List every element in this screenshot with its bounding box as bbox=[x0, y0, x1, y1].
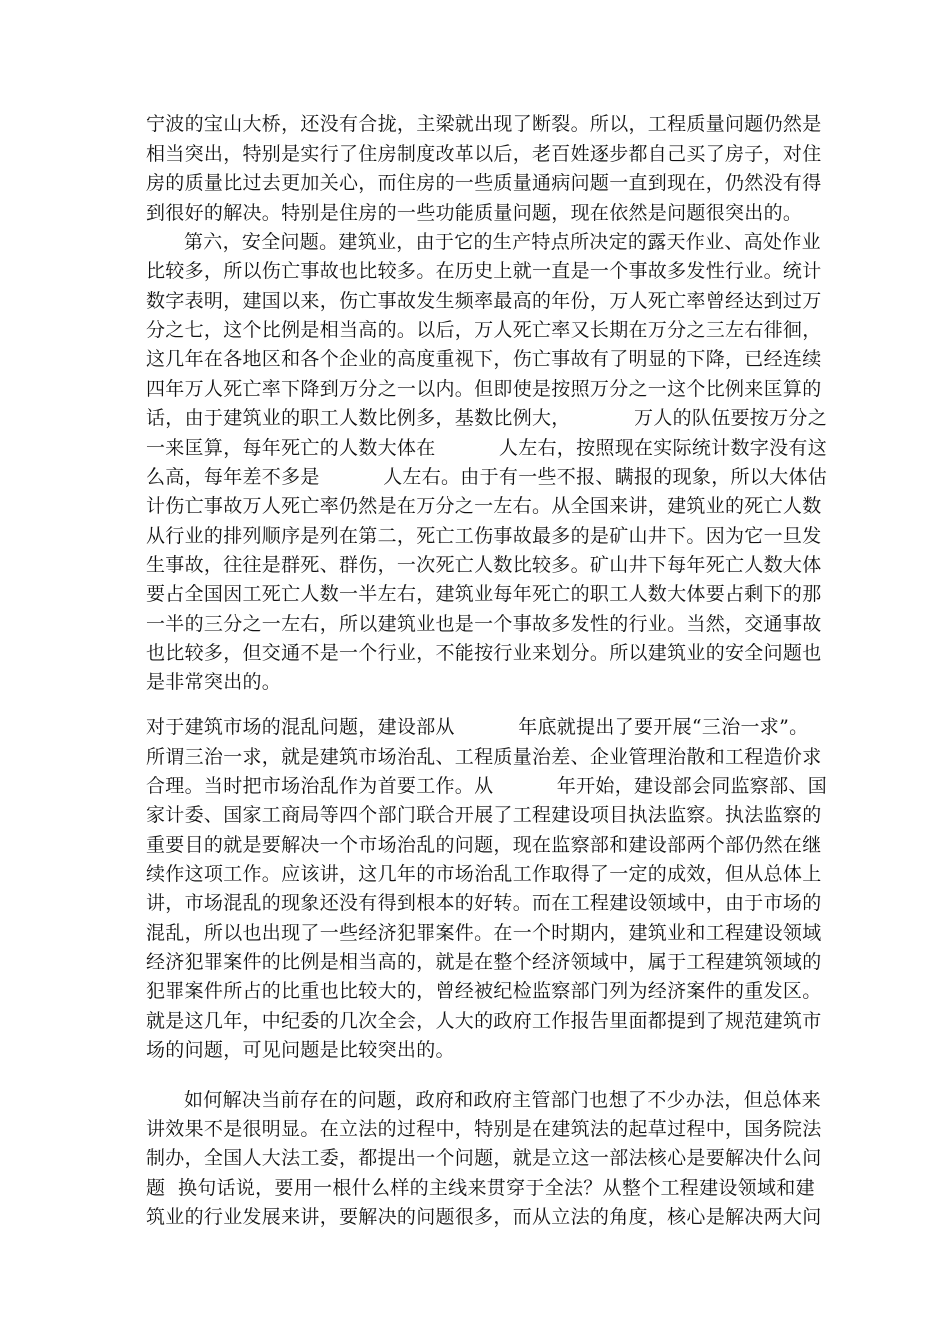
text-line: 房的质量比过去更加关心，而住房的一些质量通病问题一直到现在，仍然没有得 bbox=[146, 172, 822, 194]
text-line: 讲，市场混乱的现象还没有得到根本的好转。而在工程建设领域中，由于市场的 bbox=[146, 892, 822, 914]
text-line: 场的问题，可见问题是比较突出的。 bbox=[146, 1039, 455, 1061]
text-line: 经济犯罪案件的比例是相当高的，就是在整个经济领域中，属于工程建筑领域的 bbox=[146, 951, 822, 973]
text-line: 第六，安全问题。建筑业，由于它的生产特点所决定的露天作业、高处作业 bbox=[184, 231, 821, 253]
text-line: 数字表明，建国以来，伤亡事故发生频率最高的年份，万人死亡率曾经达到过万 bbox=[146, 290, 822, 312]
text-line: 从行业的排列顺序是列在第二，死亡工伤事故最多的是矿山井下。因为它一旦发 bbox=[146, 525, 822, 547]
text-line: 一来匡算，每年死亡的人数大体在 人左右，按照现在实际统计数字没有这 bbox=[146, 437, 827, 459]
text-line: 家计委、国家工商局等四个部门联合开展了工程建设项目执法监察。执法监察的 bbox=[146, 804, 822, 826]
text-line: 一半的三分之一左右，所以建筑业也是一个事故多发性的行业。当然，交通事故 bbox=[146, 613, 822, 635]
text-line: 混乱，所以也出现了一些经济犯罪案件。在一个时期内，建筑业和工程建设领域 bbox=[146, 922, 822, 944]
text-line: 么高，每年差不多是 人左右。由于有一些不报、瞒报的现象，所以大体估 bbox=[146, 466, 827, 488]
text-line: 制办，全国人大法工委，都提出一个问题，就是立这一部法核心是要解决什么问 bbox=[146, 1147, 822, 1169]
text-line: 四年万人死亡率下降到万分之一以内。但即使是按照万分之一这个比例来匡算的 bbox=[146, 378, 822, 400]
text-line: 合理。当时把市场治乱作为首要工作。从 年开始，建设部会同监察部、国 bbox=[146, 775, 827, 797]
text-line: 这几年在各地区和各个企业的高度重视下，伤亡事故有了明显的下降，已经连续 bbox=[146, 348, 822, 370]
text-line: 话，由于建筑业的职工人数比例多，基数比例大， 万人的队伍要按万分之 bbox=[146, 407, 827, 429]
text-line: 也比较多，但交通不是一个行业，不能按行业来划分。所以建筑业的安全问题也 bbox=[146, 642, 822, 664]
text-line: 比较多，所以伤亡事故也比较多。在历史上就一直是一个事故多发性行业。统计 bbox=[146, 260, 822, 282]
text-line: 生事故，往往是群死、群伤，一次死亡人数比较多。矿山井下每年死亡人数大体 bbox=[146, 554, 822, 576]
text-line: 重要目的就是要解决一个市场治乱的问题，现在监察部和建设部两个部仍然在继 bbox=[146, 834, 822, 856]
text-line: 到很好的解决。特别是住房的一些功能质量问题，现在依然是问题很突出的。 bbox=[146, 202, 803, 224]
text-line: 计伤亡事故万人死亡率仍然是在万分之一左右。从全国来讲，建筑业的死亡人数 bbox=[146, 495, 822, 517]
text-line: 犯罪案件所占的比重也比较大的，曾经被纪检监察部门列为经济案件的重发区。 bbox=[146, 980, 822, 1002]
text-line: 对于建筑市场的混乱问题，建设部从 年底就提出了要开展“三治一求”。 bbox=[146, 716, 809, 738]
text-line: 讲效果不是很明显。在立法的过程中，特别是在建筑法的起草过程中，国务院法 bbox=[146, 1118, 822, 1140]
text-line: 宁波的宝山大桥，还没有合拢，主梁就出现了断裂。所以，工程质量问题仍然是 bbox=[146, 113, 822, 135]
text-line: 所谓三治一求，就是建筑市场治乱、工程质量治差、企业管理治散和工程造价求 bbox=[146, 746, 822, 768]
text-line: 是非常突出的。 bbox=[146, 671, 282, 693]
text-line: 筑业的行业发展来讲，要解决的问题很多，而从立法的角度，核心是解决两大问 bbox=[146, 1206, 822, 1228]
text-line: 续作这项工作。应该讲，这几年的市场治乱工作取得了一定的成效，但从总体上 bbox=[146, 863, 822, 885]
text-line: 题 换句话说，要用一根什么样的主线来贯穿于全法？从整个工程建设领域和建 bbox=[146, 1177, 815, 1199]
text-line: 就是这几年，中纪委的几次全会，人大的政府工作报告里面都提到了规范建筑市 bbox=[146, 1010, 822, 1032]
text-line: 如何解决当前存在的问题，政府和政府主管部门也想了不少办法，但总体来 bbox=[184, 1089, 821, 1111]
text-line: 要占全国因工死亡人数一半左右，建筑业每年死亡的职工人数大体要占剩下的那 bbox=[146, 583, 822, 605]
text-line: 相当突出，特别是实行了住房制度改革以后，老百姓逐步都自己买了房子，对住 bbox=[146, 143, 822, 165]
text-line: 分之七，这个比例是相当高的。以后，万人死亡率又长期在万分之三左右徘徊， bbox=[146, 319, 822, 341]
